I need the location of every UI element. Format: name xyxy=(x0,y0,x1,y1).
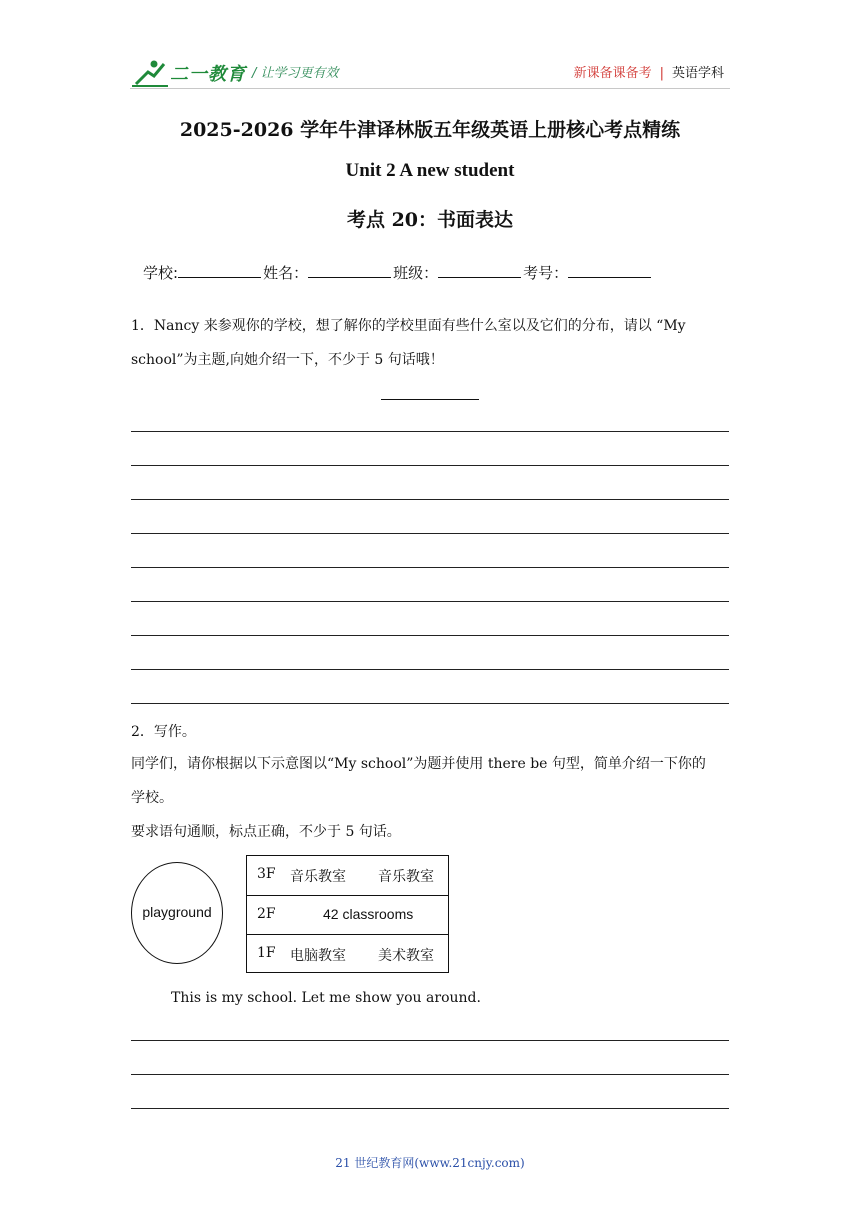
title-blank[interactable] xyxy=(381,399,479,400)
answer-line[interactable] xyxy=(131,703,729,704)
floor-label: 1F xyxy=(257,945,276,961)
floor-label: 3F xyxy=(257,866,276,882)
answer-line[interactable] xyxy=(131,635,729,636)
question-2-label: 2．写作。 xyxy=(131,724,196,740)
question-2-requirements: 要求语句通顺，标点正确，不少于 5 句话。 xyxy=(131,824,401,840)
answer-line[interactable] xyxy=(131,533,729,534)
runner-logo-icon xyxy=(130,58,170,88)
question-2-text-cont: 学校。 xyxy=(131,790,173,806)
answer-line[interactable] xyxy=(131,1108,729,1109)
answer-line[interactable] xyxy=(131,499,729,500)
question-2-text: 同学们，请你根据以下示意图以“My school”为题并使用 there be 句型，简单介绍一下你的 xyxy=(131,756,706,772)
floor-label: 2F xyxy=(257,906,276,922)
answer-line[interactable] xyxy=(131,465,729,466)
student-info-line xyxy=(143,262,653,283)
class-field[interactable] xyxy=(438,263,521,278)
room-left: 音乐教室 xyxy=(290,869,346,885)
room-right: 音乐教室 xyxy=(378,869,434,885)
room-middle: 42 classrooms xyxy=(323,906,414,922)
unit-title: Unit 2 A new student xyxy=(345,160,515,181)
answer-line[interactable] xyxy=(131,669,729,670)
floor-row-3f xyxy=(247,856,448,894)
number-label: 考号： xyxy=(523,264,569,282)
answer-line[interactable] xyxy=(131,1074,729,1075)
essay-lead-sentence: This is my school. Let me show you around. xyxy=(171,990,481,1006)
class-label: 班级： xyxy=(393,264,439,282)
header-subject: 英语学科 xyxy=(671,66,724,81)
answer-line[interactable] xyxy=(131,1040,729,1041)
footer-source: 21 世纪教育网(www.21cnjy.com) xyxy=(335,1156,525,1170)
name-label: 姓名： xyxy=(263,264,309,282)
header-course-tag: 新课备课备考 xyxy=(573,66,652,81)
playground-label: playground xyxy=(142,904,212,920)
school-field[interactable] xyxy=(178,263,261,278)
header-right xyxy=(574,62,724,81)
floor-row-1f xyxy=(247,934,448,973)
room-left: 电脑教室 xyxy=(290,948,346,964)
topic-title: 考点 20：书面表达 xyxy=(346,209,514,231)
name-field[interactable] xyxy=(308,263,391,278)
answer-line[interactable] xyxy=(131,431,729,432)
answer-line[interactable] xyxy=(131,567,729,568)
answer-line[interactable] xyxy=(131,601,729,602)
header-divider xyxy=(130,88,730,89)
document-title: 2025-2026 学年牛津译林版五年级英语上册核心考点精练 xyxy=(179,119,681,141)
floor-row-2f xyxy=(247,895,448,934)
brand-logo-text: 二一教育 xyxy=(170,64,246,85)
building-floor-table xyxy=(246,855,449,973)
school-label: 学校: xyxy=(143,264,179,282)
question-1-text: 1．Nancy 来参观你的学校，想了解你的学校里面有些什么室以及它们的分布，请以 “My xyxy=(131,318,686,334)
question-1-text-cont: school”为主题,向她介绍一下，不少于 5 句话哦！ xyxy=(131,352,444,368)
number-field[interactable] xyxy=(568,263,651,278)
room-right: 美术教室 xyxy=(378,948,434,964)
slogan: / 让学习更有效 xyxy=(252,66,339,81)
header-separator: | xyxy=(659,66,664,81)
